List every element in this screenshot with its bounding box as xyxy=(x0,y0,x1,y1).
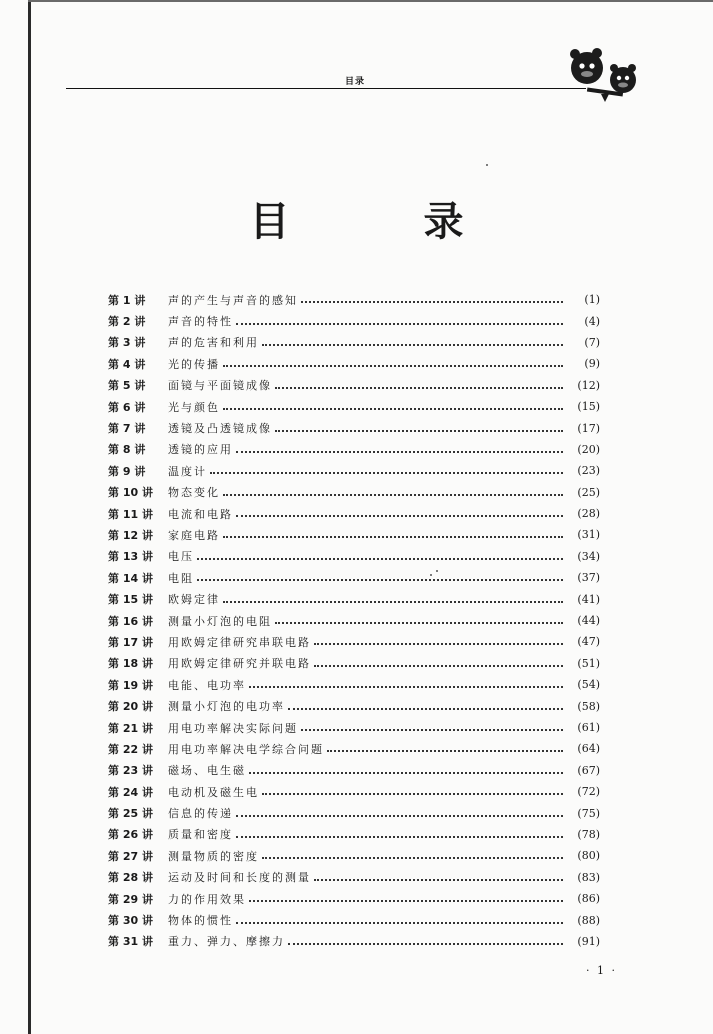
toc-lecture-title: 透镜及凸透镜成像 xyxy=(168,422,272,436)
scan-speck xyxy=(430,574,432,576)
toc-lecture-title: 电动机及磁生电 xyxy=(168,785,259,799)
toc-page-number: (61) xyxy=(577,721,600,734)
toc-lecture-title: 电能、电功率 xyxy=(168,678,246,692)
toc-entry xyxy=(108,931,600,952)
toc-lecture-title: 电压 xyxy=(168,550,194,564)
toc-entry xyxy=(108,396,600,417)
toc-lecture-number: 第 20 讲 xyxy=(108,700,153,714)
toc-dot-leader xyxy=(275,621,563,624)
toc-lecture-title: 家庭电路 xyxy=(168,528,220,542)
toc-lecture-number: 第 7 讲 xyxy=(108,422,146,436)
toc-dot-leader xyxy=(236,450,563,453)
toc-page-number: (7) xyxy=(584,335,600,349)
toc-lecture-number: 第 4 讲 xyxy=(108,357,146,371)
toc-lecture-title: 温度计 xyxy=(168,464,207,478)
toc-lecture-number: 第 31 讲 xyxy=(108,935,153,949)
toc-page-number: (34) xyxy=(577,549,600,563)
toc-dot-leader xyxy=(275,386,563,389)
toc-dot-leader xyxy=(275,429,563,432)
toc-entry xyxy=(108,738,600,759)
toc-page-number: (72) xyxy=(577,785,600,799)
toc-entry xyxy=(108,460,600,481)
toc-lecture-title: 物态变化 xyxy=(168,486,220,500)
toc-lecture-title: 测量小灯泡的电功率 xyxy=(168,700,285,714)
toc-dot-leader xyxy=(210,471,563,474)
toc-page-number: (44) xyxy=(577,614,600,628)
toc-lecture-number: 第 15 讲 xyxy=(108,593,153,607)
toc-dot-leader xyxy=(223,364,563,367)
toc-lecture-number: 第 13 讲 xyxy=(108,550,153,564)
toc-lecture-number: 第 6 讲 xyxy=(108,400,146,414)
toc-lecture-title: 力的作用效果 xyxy=(168,892,246,906)
toc-page-number: (28) xyxy=(577,507,600,521)
toc-lecture-number: 第 21 讲 xyxy=(108,721,153,735)
toc-dot-leader xyxy=(301,300,563,303)
toc-lecture-number: 第 22 讲 xyxy=(108,742,153,756)
toc-lecture-title: 电阻 xyxy=(168,571,194,585)
toc-dot-leader xyxy=(223,407,563,410)
toc-page-number: (47) xyxy=(577,635,600,649)
toc-dot-leader xyxy=(236,835,563,838)
toc-page-number: (4) xyxy=(584,314,600,328)
toc-lecture-number: 第 2 讲 xyxy=(108,315,146,329)
toc-lecture-title: 用欧姆定律研究并联电路 xyxy=(168,657,311,671)
toc-page-number: (15) xyxy=(577,400,600,414)
toc-dot-leader xyxy=(197,557,563,560)
toc-lecture-title: 测量物质的密度 xyxy=(168,849,259,863)
toc-page-number: (37) xyxy=(577,571,600,585)
page-number: · 1 · xyxy=(586,964,617,977)
toc-entry xyxy=(108,524,600,545)
header-rule xyxy=(66,88,586,89)
toc-lecture-title: 信息的传递 xyxy=(168,807,233,821)
toc-page-number: (78) xyxy=(577,827,600,841)
toc-lecture-title: 光的传播 xyxy=(168,357,220,371)
toc-lecture-number: 第 11 讲 xyxy=(108,507,153,521)
toc-page-number: (86) xyxy=(577,892,600,906)
toc-lecture-title: 质量和密度 xyxy=(168,828,233,842)
toc-lecture-number: 第 9 讲 xyxy=(108,464,146,478)
toc-lecture-title: 电流和电路 xyxy=(168,507,233,521)
toc-page-number: (12) xyxy=(577,378,600,392)
toc-entry xyxy=(108,439,600,460)
toc-lecture-title: 运动及时间和长度的测量 xyxy=(168,871,311,885)
toc-dot-leader xyxy=(236,514,563,517)
toc-page-number: (31) xyxy=(577,528,600,542)
toc-lecture-number: 第 25 讲 xyxy=(108,807,153,821)
scan-speck xyxy=(486,164,488,166)
toc-entry xyxy=(108,824,600,845)
toc-lecture-number: 第 27 讲 xyxy=(108,849,153,863)
toc-lecture-number: 第 19 讲 xyxy=(108,678,153,692)
toc-dot-leader xyxy=(327,749,563,752)
toc-dot-leader xyxy=(262,343,563,346)
toc-entry xyxy=(108,653,600,674)
toc-lecture-title: 重力、弹力、摩擦力 xyxy=(168,935,285,949)
toc-entry xyxy=(108,845,600,866)
toc-dot-leader xyxy=(236,921,563,924)
toc-page-number: (67) xyxy=(577,763,600,777)
page-edge-top xyxy=(28,0,713,2)
toc-page-number: (23) xyxy=(577,464,600,478)
toc-dot-leader xyxy=(314,642,563,645)
toc-dot-leader xyxy=(197,578,563,581)
toc-entry xyxy=(108,781,600,802)
toc-lecture-title: 声音的特性 xyxy=(168,315,233,329)
toc-dot-leader xyxy=(249,685,563,688)
toc-lecture-title: 物体的惯性 xyxy=(168,914,233,928)
toc-page-number: (88) xyxy=(577,913,600,927)
toc-dot-leader xyxy=(249,771,563,774)
toc-dot-leader xyxy=(223,600,563,603)
toc-entry xyxy=(108,310,600,331)
toc-lecture-number: 第 24 讲 xyxy=(108,785,153,799)
toc-page-number: (20) xyxy=(577,442,600,456)
toc-lecture-title: 声的产生与声音的感知 xyxy=(168,293,298,307)
toc-page-number: (17) xyxy=(577,421,600,435)
toc-dot-leader xyxy=(236,814,563,817)
toc-dot-leader xyxy=(223,535,563,538)
toc-lecture-number: 第 16 讲 xyxy=(108,614,153,628)
toc-page-number: (80) xyxy=(577,849,600,863)
toc-lecture-number: 第 29 讲 xyxy=(108,892,153,906)
toc-page-number: (54) xyxy=(577,678,600,692)
toc-entry xyxy=(108,546,600,567)
toc-entry xyxy=(108,588,600,609)
toc-lecture-number: 第 1 讲 xyxy=(108,293,146,307)
toc-dot-leader xyxy=(301,728,563,731)
toc-dot-leader xyxy=(288,707,563,710)
toc-lecture-number: 第 18 讲 xyxy=(108,657,153,671)
toc-entry xyxy=(108,674,600,695)
toc-lecture-number: 第 23 讲 xyxy=(108,764,153,778)
toc-lecture-title: 用欧姆定律研究串联电路 xyxy=(168,635,311,649)
toc-lecture-number: 第 14 讲 xyxy=(108,571,153,585)
toc-dot-leader xyxy=(236,322,563,325)
toc-page-number: (25) xyxy=(577,485,600,499)
toc-entry xyxy=(108,760,600,781)
page-title: 目 录 xyxy=(249,199,524,245)
toc-lecture-number: 第 5 讲 xyxy=(108,379,146,393)
mascot-bears-seesaw-icon xyxy=(565,38,647,108)
toc-lecture-number: 第 12 讲 xyxy=(108,528,153,542)
toc-lecture-title: 测量小灯泡的电阻 xyxy=(168,614,272,628)
toc-page-number: (1) xyxy=(584,293,600,307)
table-of-contents xyxy=(108,289,600,952)
toc-lecture-title: 用电功率解决电学综合问题 xyxy=(168,742,324,756)
toc-dot-leader xyxy=(288,942,563,945)
toc-page-number: (64) xyxy=(577,742,600,756)
toc-entry xyxy=(108,332,600,353)
toc-lecture-number: 第 8 讲 xyxy=(108,443,146,457)
toc-page-number: (51) xyxy=(577,656,600,670)
toc-entry xyxy=(108,353,600,374)
running-head: 目录 xyxy=(344,77,365,87)
toc-entry xyxy=(108,503,600,524)
toc-lecture-number: 第 26 讲 xyxy=(108,828,153,842)
toc-lecture-number: 第 30 讲 xyxy=(108,914,153,928)
toc-page-number: (83) xyxy=(577,870,600,884)
toc-entry xyxy=(108,888,600,909)
toc-lecture-number: 第 17 讲 xyxy=(108,635,153,649)
toc-lecture-title: 欧姆定律 xyxy=(168,593,220,607)
toc-entry xyxy=(108,417,600,438)
toc-entry xyxy=(108,867,600,888)
scan-speck xyxy=(436,570,438,572)
toc-entry xyxy=(108,909,600,930)
toc-page-number: (75) xyxy=(577,806,600,820)
toc-dot-leader xyxy=(262,856,563,859)
toc-entry xyxy=(108,631,600,652)
toc-lecture-title: 面镜与平面镜成像 xyxy=(168,379,272,393)
toc-dot-leader xyxy=(314,664,563,667)
toc-dot-leader xyxy=(262,792,563,795)
toc-entry xyxy=(108,717,600,738)
toc-lecture-title: 声的危害和利用 xyxy=(168,336,259,350)
toc-entry xyxy=(108,567,600,588)
toc-dot-leader xyxy=(249,899,563,902)
toc-dot-leader xyxy=(314,878,563,881)
toc-page-number: (91) xyxy=(577,934,600,948)
toc-entry xyxy=(108,289,600,310)
toc-lecture-number: 第 10 讲 xyxy=(108,486,153,500)
toc-page-number: (58) xyxy=(577,699,600,713)
toc-lecture-title: 光与颜色 xyxy=(168,400,220,414)
toc-dot-leader xyxy=(223,493,563,496)
toc-page-number: (9) xyxy=(584,357,600,371)
toc-entry xyxy=(108,802,600,823)
page-edge-left xyxy=(28,0,31,1034)
toc-entry xyxy=(108,482,600,503)
toc-lecture-title: 透镜的应用 xyxy=(168,443,233,457)
toc-entry xyxy=(108,375,600,396)
toc-entry xyxy=(108,695,600,716)
toc-lecture-number: 第 28 讲 xyxy=(108,871,153,885)
toc-lecture-title: 磁场、电生磁 xyxy=(168,764,246,778)
toc-lecture-number: 第 3 讲 xyxy=(108,336,146,350)
toc-entry xyxy=(108,610,600,631)
toc-page-number: (41) xyxy=(577,592,600,606)
toc-lecture-title: 用电功率解决实际问题 xyxy=(168,721,298,735)
